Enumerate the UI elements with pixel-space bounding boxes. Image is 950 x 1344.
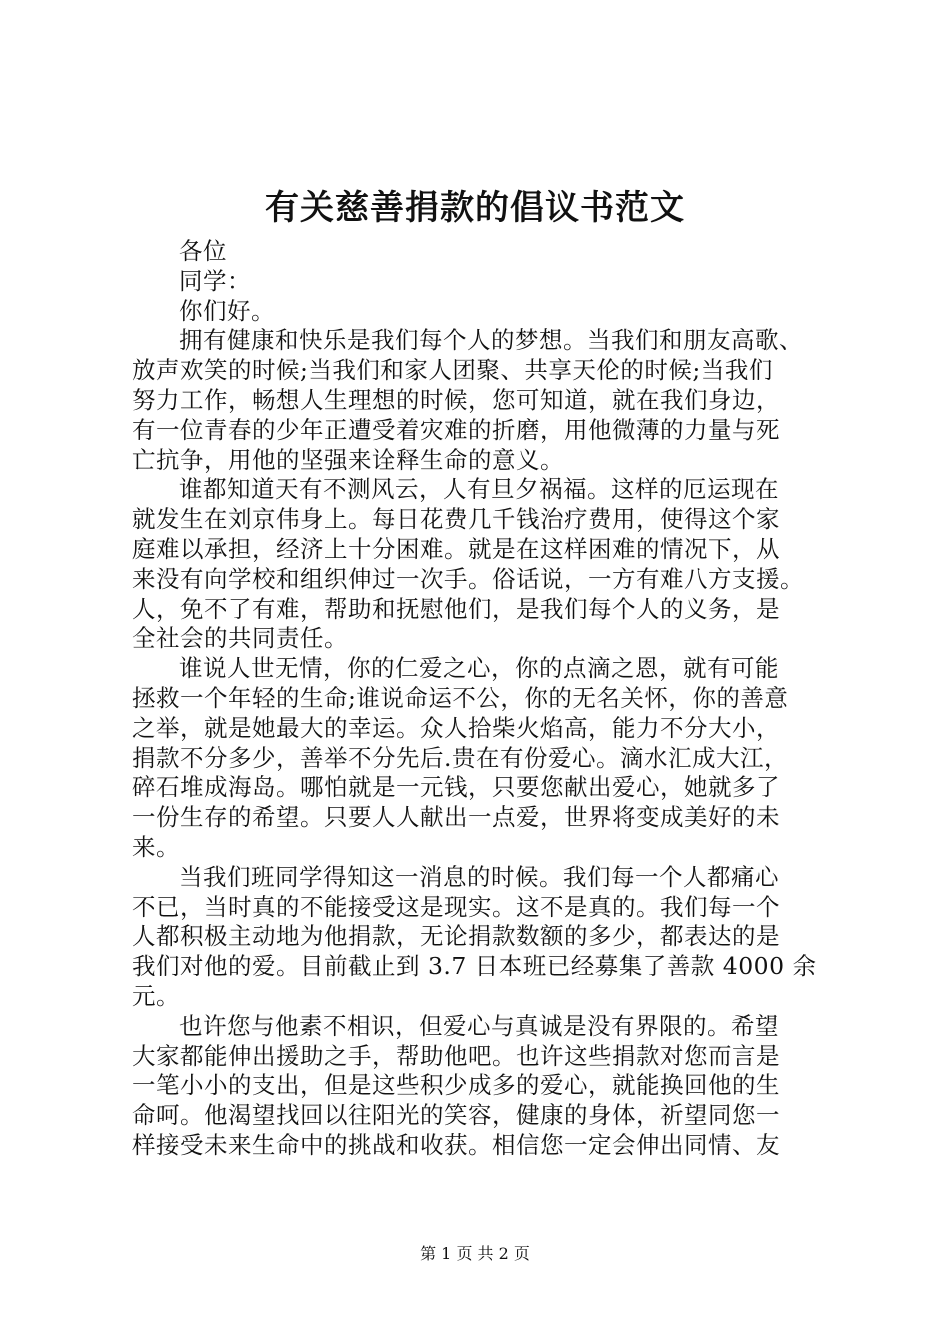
text-line: 一笔小小的支出，但是这些积少成多的爱心，就能换回他的生 [132, 1071, 780, 1100]
text-line: 有一位青春的少年正遭受着灾难的折磨，用他微薄的力量与死 [132, 415, 780, 444]
text-line: 谁说人世无情，你的仁爱之心，你的点滴之恩，就有可能 [179, 654, 779, 683]
text-line: 大家都能伸出援助之手，帮助他吧。也许这些捐款对您而言是 [132, 1041, 780, 1070]
text-line: 就发生在刘京伟身上。每日花费几千钱治疗费用，使得这个家 [132, 505, 780, 534]
document-body [132, 237, 857, 1161]
text-line: 拥有健康和快乐是我们每个人的梦想。当我们和朋友高歌、 [179, 326, 803, 355]
text-line: 亡抗争，用他的坚强来诠释生命的意义。 [132, 445, 564, 474]
text-line: 命呵。他渴望找回以往阳光的笑容，健康的身体，祈望同您一 [132, 1101, 780, 1130]
text-line: 庭难以承担，经济上十分困难。就是在这样困难的情况下，从 [132, 534, 780, 563]
text-line: 各位 [179, 237, 227, 265]
text-line: 元。 [132, 981, 180, 1010]
text-line: 放声欢笑的时候;当我们和家人团聚、共享天伦的时候;当我们 [132, 356, 773, 385]
text-line: 也许您与他素不相识，但爱心与真诚是没有界限的。希望 [179, 1011, 779, 1040]
text-line: 我们对他的爱。目前截止到 3.7 日本班已经募集了善款 4000 余 [132, 952, 817, 981]
text-line: 样接受未来生命中的挑战和收获。相信您一定会伸出同情、友 [132, 1130, 780, 1159]
text-line: 来。 [132, 832, 180, 861]
text-line: 碎石堆成海岛。哪怕就是一元钱，只要您献出爱心，她就多了 [132, 773, 780, 802]
document-title: 有关慈善捐款的倡议书范文 [265, 188, 685, 228]
text-line: 不已，当时真的不能接受这是现实。这不是真的。我们每一个 [132, 892, 780, 921]
text-line: 来没有向学校和组织伸过一次手。俗话说，一方有难八方支援。 [132, 564, 804, 593]
text-line: 捐款不分多少，善举不分先后.贵在有份爱心。滴水汇成大江， [132, 743, 788, 772]
text-line: 当我们班同学得知这一消息的时候。我们每一个人都痛心 [179, 862, 779, 891]
page-footer: 第 1 页 共 2 页 [420, 1244, 530, 1263]
text-line: 拯救一个年轻的生命;谁说命运不公，你的无名关怀，你的善意 [132, 683, 789, 712]
text-line: 人，免不了有难，帮助和抚慰他们，是我们每个人的义务，是 [132, 594, 780, 623]
text-line: 同学： [179, 266, 251, 295]
text-line: 人都积极主动地为他捐款，无论捐款数额的多少，都表达的是 [132, 922, 780, 951]
text-line: 努力工作，畅想人生理想的时候，您可知道，就在我们身边， [132, 385, 780, 414]
text-line: 之举，就是她最大的幸运。众人拾柴火焰高，能力不分大小， [132, 713, 780, 742]
text-line: 你们好。 [179, 296, 275, 325]
text-line: 一份生存的希望。只要人人献出一点爱，世界将变成美好的未 [132, 803, 780, 832]
text-line: 谁都知道天有不测风云，人有旦夕祸福。这样的厄运现在 [179, 475, 779, 504]
text-line: 全社会的共同责任。 [132, 624, 348, 653]
